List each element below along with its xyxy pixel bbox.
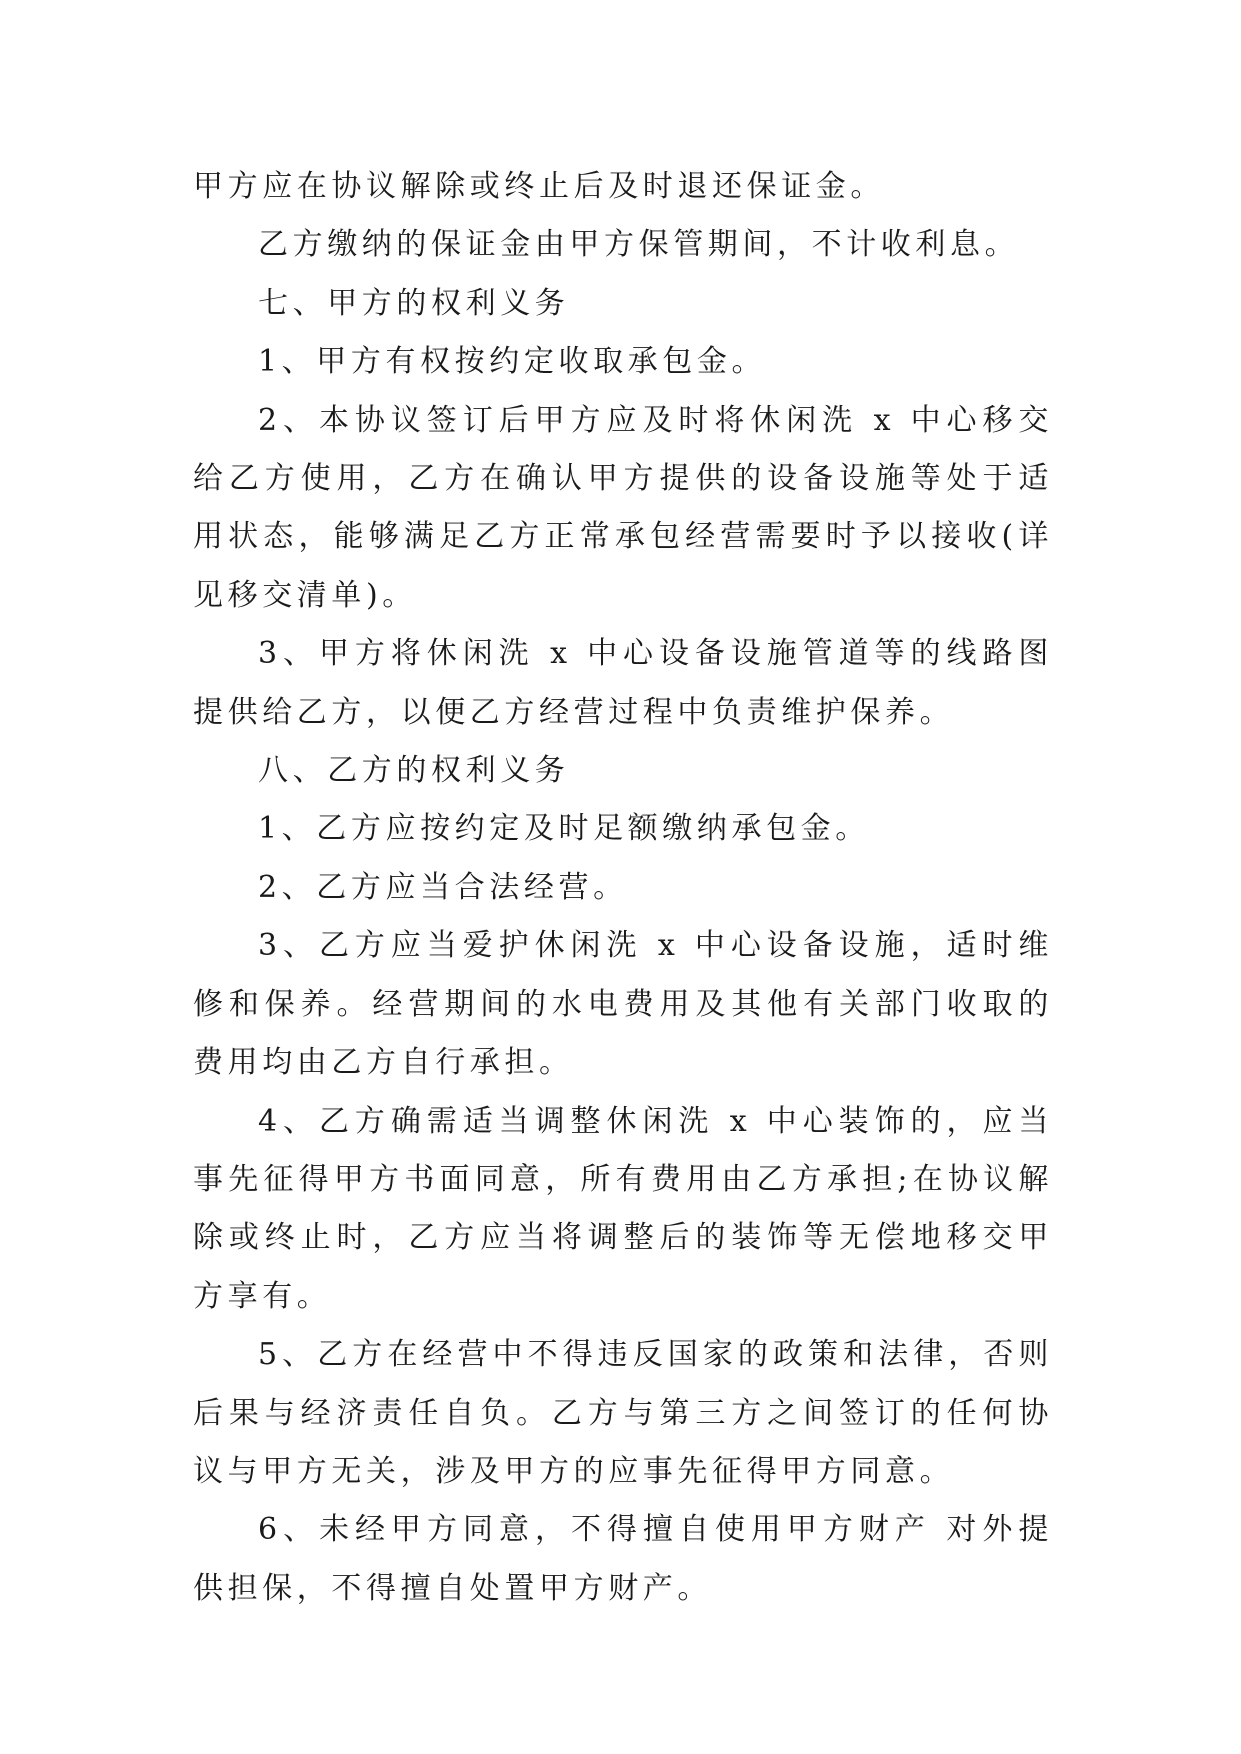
paragraph-deposit-refund: 甲方应在协议解除或终止后及时退还保证金。: [193, 169, 885, 204]
paragraph-b-item-6: 6、未经甲方同意，不得擅自使用甲方财产 对外提供担保，不得擅自处置甲方财产。: [193, 1512, 1053, 1606]
paragraph-a-item-1: 1、甲方有权按约定收取承包金。: [258, 344, 767, 380]
section-heading-party-a-rights: 七、甲方的权利义务: [258, 285, 570, 321]
paragraph-b-item-4: 4、乙方确需适当调整休闲洗 x 中心装饰的，应当事先征得甲方书面同意，所有费用由乙方承担;在协议解除或终止时，乙方应当将调整后的装饰等无偿地移交甲方享有。: [193, 1103, 1053, 1314]
section-heading-party-b-rights: 八、乙方的权利义务: [258, 753, 570, 789]
paragraph-a-item-2: 2、本协议签订后甲方应及时将休闲洗 x 中心移交给乙方使用，乙方在确认甲方提供的设备设施等处于适用状态，能够满足乙方正常承包经营需要时予以接收(详见移交清单)。: [193, 402, 1053, 613]
paragraph-deposit-interest: 乙方缴纳的保证金由甲方保管期间，不计收利息。: [258, 227, 1020, 263]
paragraph-b-item-1: 1、乙方应按约定及时足额缴纳承包金。: [258, 811, 870, 847]
paragraph-a-item-3: 3、甲方将休闲洗 x 中心设备设施管道等的线路图提供给乙方，以便乙方经营过程中负责维护保养。: [193, 636, 1053, 730]
document-body: [193, 158, 1053, 1618]
paragraph-b-item-2: 2、乙方应当合法经营。: [258, 869, 628, 905]
paragraph-b-item-5: 5、乙方在经营中不得违反国家的政策和法律，否则后果与经济责任自负。乙方与第三方之间签订的任何协议与甲方无关，涉及甲方的应事先征得甲方同意。: [193, 1337, 1053, 1489]
paragraph-b-item-3: 3、乙方应当爱护休闲洗 x 中心设备设施，适时维修和保养。经营期间的水电费用及其他有关部门收取的费用均由乙方自行承担。: [193, 928, 1053, 1081]
